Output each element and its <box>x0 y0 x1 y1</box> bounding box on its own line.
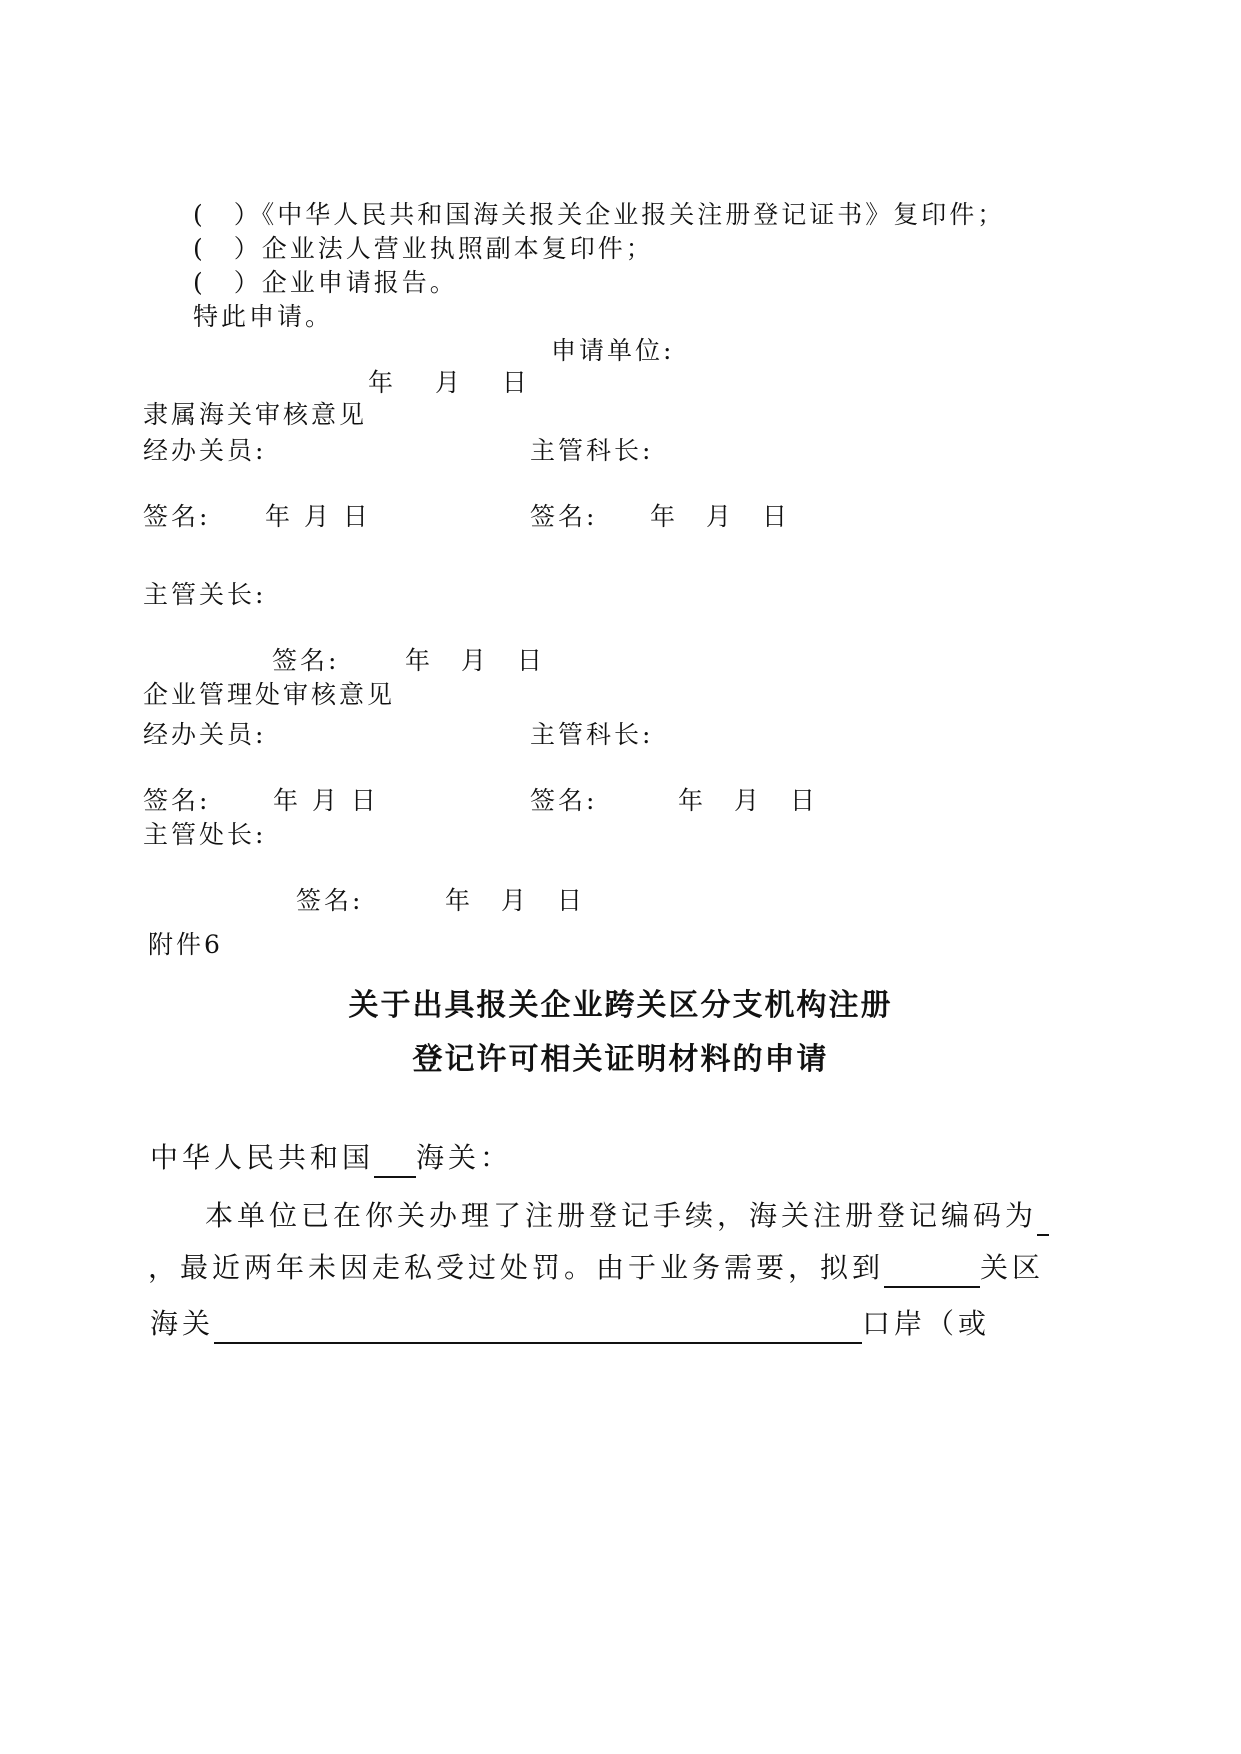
apply-date: 年 月 日 <box>368 368 530 397</box>
body-text-3b: 口岸（或 <box>862 1307 991 1340</box>
subordinate-customs-heading: 隶属海关审核意见 <box>143 400 368 429</box>
checklist-item-certificate: ( ）《中华人民共和国海关报关企业报关注册登记证书》复印件； <box>193 200 1006 229</box>
director-label: 主管处长: <box>143 820 267 849</box>
body-text-2b: 关区 <box>980 1251 1045 1284</box>
checklist-item-business-license: ( ）企业法人营业执照副本复印件； <box>193 234 654 263</box>
customs-district-blank <box>884 1256 980 1288</box>
officer-signature-label: 签名: <box>143 786 211 815</box>
director-signature-label: 签名: <box>296 886 364 915</box>
attachment-title-line-2: 登记许可相关证明材料的申请 <box>412 1042 829 1077</box>
chief-signature-label: 签名: <box>530 502 598 531</box>
checklist-item-application-report: ( ）企业申请报告。 <box>193 268 458 297</box>
body-line-1 <box>205 1196 1049 1236</box>
officer-label: 经办关员: <box>143 436 267 465</box>
registration-code-blank <box>1037 1204 1049 1236</box>
officer-signature-date: 年 月 日 <box>265 502 371 531</box>
port-name-blank <box>214 1312 862 1344</box>
body-line-3 <box>150 1304 990 1344</box>
director-signature-label: 签名: <box>272 646 340 675</box>
officer-signature-date: 年 月 日 <box>273 786 379 815</box>
enterprise-dept-heading: 企业管理处审核意见 <box>143 680 396 709</box>
officer-label: 经办关员: <box>143 720 267 749</box>
chief-signature-label: 签名: <box>530 786 598 815</box>
chief-signature-date: 年 月 日 <box>678 786 819 815</box>
section-chief-label: 主管科长: <box>530 720 654 749</box>
officer-signature-label: 签名: <box>143 502 211 531</box>
director-label: 主管关长: <box>143 580 267 609</box>
body-text-3a: 海关 <box>150 1307 215 1340</box>
salutation-suffix: 海关： <box>416 1141 513 1174</box>
attachment-label: 附件6 <box>148 930 223 959</box>
director-signature-date: 年 月 日 <box>445 886 586 915</box>
customs-name-blank <box>374 1146 416 1178</box>
salutation-prefix: 中华人民共和国 <box>150 1141 375 1174</box>
attachment-title-line-1: 关于出具报关企业跨关区分支机构注册 <box>348 988 893 1023</box>
closing-statement: 特此申请。 <box>193 302 334 331</box>
body-line-2 <box>148 1248 1044 1288</box>
body-text-1: 本单位已在你关办理了注册登记手续，海关注册登记编码为 <box>205 1199 1038 1232</box>
chief-signature-date: 年 月 日 <box>650 502 791 531</box>
director-signature-date: 年 月 日 <box>405 646 546 675</box>
section-chief-label: 主管科长: <box>530 436 654 465</box>
applicant-unit-label: 申请单位: <box>551 336 675 365</box>
body-text-2a: ，最近两年未因走私受过处罚。由于业务需要，拟到 <box>148 1251 885 1284</box>
salutation <box>150 1138 512 1178</box>
